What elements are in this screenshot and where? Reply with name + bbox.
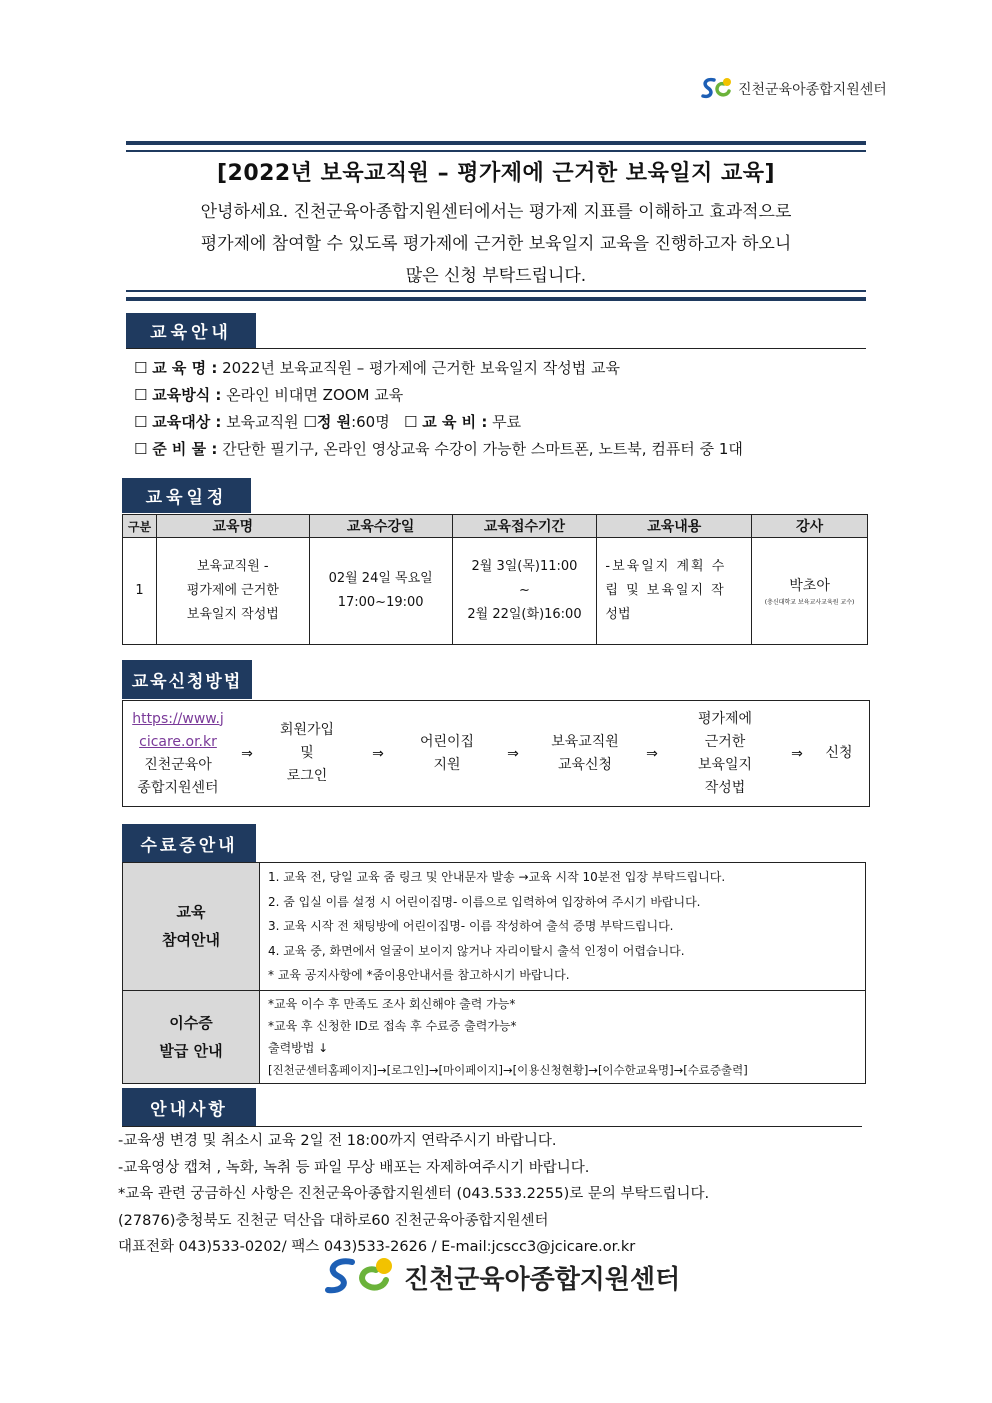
header-logo-text: 진천군육아종합지원센터 (738, 82, 887, 98)
schedule-header: 교육접수기간 (452, 515, 597, 538)
sc-logo-icon (700, 76, 734, 102)
guide-label: 교육대상 : (152, 413, 222, 431)
guide-value: 간단한 필기구, 온라인 영상교육 수강이 가능한 스마트폰, 노트북, 컴퓨터 중 1대 (222, 440, 743, 458)
guide-row-method (134, 382, 743, 409)
section-tab-apply: 교육신청방법 (122, 660, 252, 699)
notice-line: (27876)충청북도 진천군 덕산읍 대하로60 진천군육아종합지원센터 (118, 1212, 549, 1229)
checkbox-icon: ☐ (134, 440, 153, 458)
guide-label: 교육방식 : (152, 386, 222, 404)
notice-line: 대표전화 043)533-0202/ 팩스 043)533-2626 / E-mail:jcscc3@jcicare.or.kr (118, 1239, 636, 1255)
guide-info (134, 355, 743, 463)
top-rule-thin (126, 150, 866, 152)
section-underline (122, 1126, 862, 1127)
guide-value: :60명 (351, 413, 390, 431)
section-underline (126, 348, 866, 349)
guide-label: 준 비 물 : (152, 440, 218, 458)
lecturer-note: (충신대학교 보육교사교육원 교수) (764, 599, 855, 606)
intro-text (126, 196, 866, 292)
issuance-line: 출력방법 ↓ (268, 1040, 329, 1055)
arrow-icon: ⇒ (507, 745, 519, 762)
cert-table (122, 862, 866, 1084)
participation-head (123, 863, 260, 991)
issuance-head-line: 발급 안내 (159, 1041, 223, 1060)
header-logo (700, 76, 887, 102)
notice-line: -교육생 변경 및 취소시 교육 2일 전 18:00까지 연락주시기 바랍니다. (118, 1133, 557, 1149)
schedule-header: 교육내용 (597, 515, 752, 538)
checkbox-icon: ☐ (134, 359, 153, 377)
guide-row-name (134, 355, 743, 382)
guide-value: 무료 (492, 413, 522, 431)
sc-logo-icon (322, 1256, 398, 1298)
schedule-header-row (123, 515, 868, 538)
apply-step-site (123, 708, 233, 800)
issuance-head-line: 이수증 (169, 1013, 213, 1032)
apply-flow (122, 700, 870, 807)
step-line: 신청 (825, 745, 853, 761)
participation-head-line: 교육 (176, 903, 206, 922)
page-title: [2022년 보육교직원 – 평가제에 근거한 보육일지 교육] (216, 161, 776, 186)
checkbox-icon: ☐ (134, 413, 153, 431)
guide-label: 교 육 비 : (422, 413, 488, 431)
participation-line: * 교육 공지사항에 *줌이용안내서를 참고하시기 바랍니다. (268, 968, 570, 983)
step-line: 작성법 (704, 779, 746, 796)
section-tab-schedule: 교육일정 (122, 478, 251, 513)
guide-row-target (134, 409, 743, 436)
step-line: 근거한 (704, 733, 746, 750)
issuance-line: *교육 이수 후 만족도 조사 회신해야 출력 가능* (268, 996, 516, 1011)
schedule-period-line: ~ (519, 583, 530, 598)
step-line: 보육일지 (697, 756, 753, 773)
step-line: 로그인 (286, 768, 328, 784)
notice-line: *교육 관련 궁금하신 사항은 진천군육아종합지원센터 (043.533.2255)로 문의 부탁드립니다. (118, 1186, 710, 1202)
guide-row-supplies (134, 436, 743, 463)
issuance-line: *교육 후 신청한 ID로 접속 후 수료증 출력가능* (268, 1018, 517, 1033)
notice-line: -교육영상 캡쳐 , 녹화, 녹취 등 파일 무상 배포는 자제하여주시기 바랍니다. (118, 1159, 590, 1176)
schedule-header: 구분 (123, 515, 157, 538)
section-tab-guide: 교육안내 (126, 313, 256, 348)
apply-step-join (261, 719, 353, 788)
participation-line: 1. 교육 전, 당일 교육 줌 링크 및 안내문자 발송 →교육 시작 10분전 입장 부탁드립니다. (268, 870, 726, 884)
checkbox-icon: ☐ (303, 413, 317, 431)
schedule-content-line: 성법 (605, 607, 631, 622)
issuance-body (260, 990, 866, 1083)
schedule-content (597, 538, 752, 645)
table-row (123, 990, 866, 1083)
table-row (123, 863, 866, 991)
schedule-period (452, 538, 597, 645)
arrow-icon: ⇒ (791, 745, 803, 762)
participation-line: 3. 교육 시작 전 채팅방에 어린이집명- 이름 작성하여 출석 증명 부탁드립니다. (268, 919, 674, 934)
schedule-name-line: 평가제에 근거한 (186, 583, 279, 598)
section-tab-cert: 수료증안내 (122, 824, 256, 862)
footer-logo (322, 1256, 680, 1298)
schedule-lecturer (752, 538, 868, 645)
schedule-header: 교육명 (156, 515, 309, 538)
site-link[interactable]: https://www.j cicare.or.kr (132, 710, 224, 750)
arrow-icon: ⇒ (241, 745, 253, 762)
lecturer-name: 박초아 (789, 578, 830, 594)
step-line: 평가제에 (697, 710, 753, 727)
section-tab-notice: 안내사항 (122, 1088, 256, 1126)
schedule-name-line: 보육교직원 - (197, 559, 269, 574)
intro-line: 평가제에 참여할 수 있도록 평가제에 근거한 보육일지 교육을 진행하고자 하오니 (200, 234, 792, 254)
schedule-no: 1 (123, 538, 157, 645)
schedule-name-line: 보육일지 작성법 (186, 607, 279, 622)
guide-value: 온라인 비대면 ZOOM 교육 (226, 386, 404, 404)
step-line: 교육신청 (557, 756, 613, 773)
intro-line: 많은 신청 부탁드립니다. (405, 266, 587, 286)
apply-step-course (535, 731, 635, 777)
step-line: 보육교직원 (551, 733, 619, 750)
schedule-content-line: 립 및 보육일지 작 (605, 583, 726, 598)
guide-value: 2022년 보육교직원 – 평가제에 근거한 보육일지 작성법 교육 (222, 359, 620, 377)
schedule-header: 강사 (752, 515, 868, 538)
site-org-line: 진천군육아 (144, 756, 212, 773)
apply-step-center (403, 731, 491, 777)
apply-step-program (669, 708, 781, 800)
arrow-icon: ⇒ (372, 745, 384, 762)
checkbox-icon: ☐ (134, 386, 153, 404)
participation-body (260, 863, 866, 991)
notice-list (118, 1128, 709, 1261)
issuance-line: [진천군센터홈페이지]→[로그인]→[마이페이지]→[이용신청현황]→[이수한교육명]→[수료증출력] (268, 1062, 748, 1077)
intro-line: 안녕하세요. 진천군육아종합지원센터에서는 평가제 지표를 이해하고 효과적으로 (200, 202, 792, 222)
top-rule-thick (126, 141, 866, 145)
participation-line: 4. 교육 중, 화면에서 얼굴이 보이지 않거나 자리이탈시 출석 인정이 어렵습니다. (268, 943, 685, 958)
intro-rule-thin (126, 290, 866, 292)
step-line: 및 (300, 745, 314, 761)
apply-step-submit (813, 742, 865, 765)
schedule-name (156, 538, 309, 645)
schedule-table (122, 514, 868, 645)
table-row (123, 538, 868, 645)
checkbox-icon: ☐ (404, 413, 423, 431)
participation-line: 2. 줌 입실 이름 설정 시 어린이집명- 이름으로 입력하여 입장하여 주시기 바랍니다. (268, 894, 701, 909)
issuance-head (123, 990, 260, 1083)
schedule-content-line: -보육일지 계획 수 (605, 559, 727, 574)
guide-label: 교 육 명 : (152, 359, 218, 377)
footer-logo-text: 진천군육아종합지원센터 (404, 1264, 681, 1295)
site-org-line: 종합지원센터 (137, 779, 219, 796)
schedule-period-line: 2월 22일(화)16:00 (467, 607, 582, 622)
schedule-date (309, 538, 452, 645)
intro-rule-thick (126, 297, 866, 301)
guide-label: 정 원 (316, 413, 352, 431)
guide-value: 보육교직원 (226, 413, 304, 431)
schedule-period-line: 2월 3일(목)11:00 (471, 559, 578, 574)
arrow-icon: ⇒ (646, 745, 658, 762)
schedule-date-line: 17:00~19:00 (337, 595, 424, 610)
participation-head-line: 참여안내 (162, 931, 220, 950)
step-line: 회원가입 (279, 722, 335, 738)
schedule-header: 교육수강일 (309, 515, 452, 538)
schedule-date-line: 02월 24일 목요일 (328, 571, 433, 586)
step-line: 어린이집 (419, 733, 475, 750)
step-line: 지원 (433, 756, 461, 773)
